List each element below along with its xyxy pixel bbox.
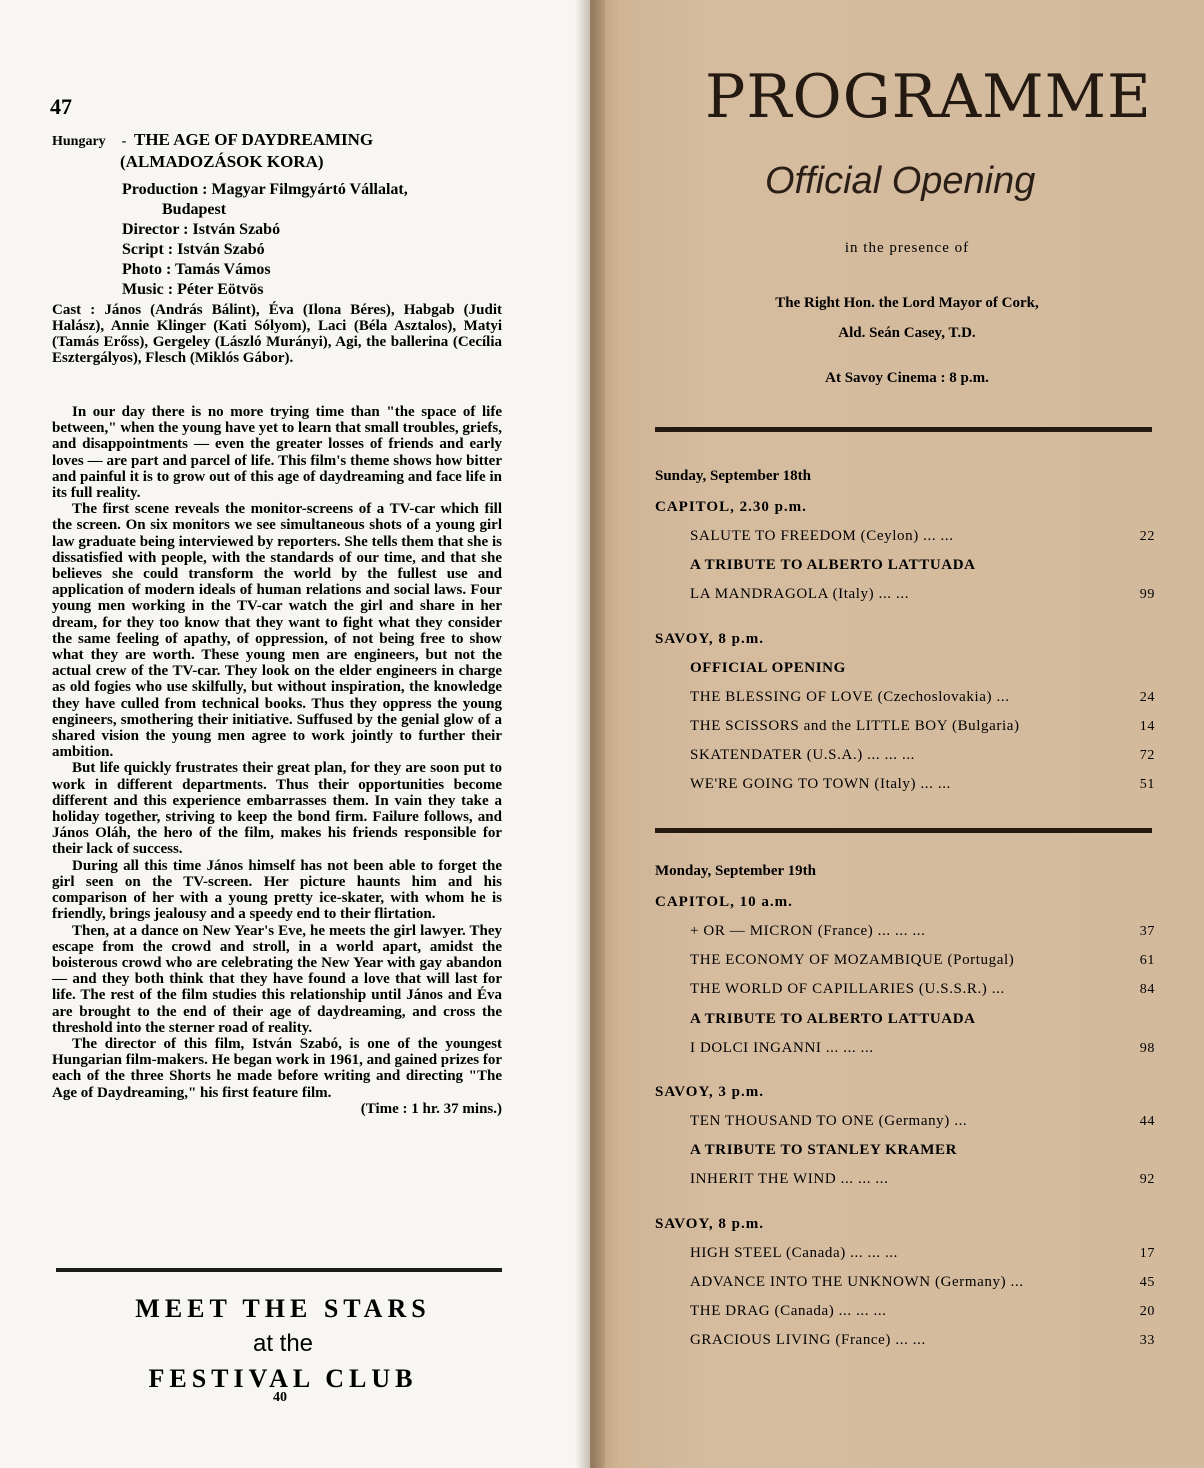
- programme-item: [655, 712, 1155, 741]
- item-page: 99: [1139, 587, 1155, 603]
- festival-club-promo: [56, 1294, 510, 1394]
- book-gutter: [575, 0, 605, 1468]
- session-venue: CAPITOL, 10 a.m.: [655, 894, 793, 910]
- item-title: THE BLESSING OF LOVE (Czechoslovakia) ...: [690, 688, 1010, 705]
- dignitary: [600, 288, 1204, 348]
- film-title: THE AGE OF DAYDREAMING: [134, 130, 374, 149]
- programme-item: [655, 741, 1155, 770]
- running-time: (Time : 1 hr. 37 mins.): [360, 1100, 502, 1117]
- synopsis-paragraph: The director of this film, István Szabó, is one of the youngest Hungarian film-makers. He began work in 1961, and gained prizes for each of the three Shorts he made before writing and directing "The Age of Daydreaming," his first feature film.: [52, 1035, 503, 1101]
- presence-line: in the presence of: [844, 240, 970, 256]
- official-opening-subheading: Official Opening: [765, 160, 1036, 202]
- item-title: THE SCISSORS and the LITTLE BOY (Bulgaria): [690, 717, 1020, 734]
- promo-line-2: at the: [252, 1330, 314, 1357]
- credit-director: Director : István Szabó: [122, 221, 281, 238]
- item-page: 72: [1139, 748, 1155, 764]
- programme-item: [655, 975, 1155, 1004]
- divider-rule: [655, 427, 1152, 432]
- day-heading: Monday, September 19th: [655, 863, 816, 879]
- programme-item: [655, 946, 1155, 975]
- item-title: THE WORLD OF CAPILLARIES (U.S.S.R.) ...: [690, 981, 1005, 998]
- item-page: 20: [1139, 1303, 1155, 1319]
- opening-venue: At Savoy Cinema : 8 p.m.: [825, 370, 989, 386]
- item-title: INHERIT THE WIND ... ... ...: [690, 1171, 889, 1188]
- item-title: THE ECONOMY OF MOZAMBIQUE (Portugal): [690, 952, 1015, 969]
- synopsis-paragraph: But life quickly frustrates their great plan, for they are soon put to work in different departments. Thus their opportunities become different and this experience embarrasses them. In vain they take a holiday together, striving to keep the bond firm. Failure follows, and János Oláh, the hero of the film, makes his friends responsible for their lack of success.: [52, 760, 502, 858]
- promo-line-3: FESTIVAL CLUB: [148, 1364, 418, 1393]
- item-page: 17: [1139, 1245, 1155, 1261]
- programme-item: [655, 683, 1155, 712]
- item-title: GRACIOUS LIVING (France) ... ...: [690, 1332, 926, 1349]
- day-heading: Sunday, September 18th: [655, 468, 812, 484]
- official-opening-label: [655, 654, 1155, 683]
- item-title: A TRIBUTE TO ALBERTO LATTUADA: [690, 1010, 976, 1027]
- session-venue: SAVOY, 8 p.m.: [655, 630, 764, 647]
- programme-item: [655, 1165, 1155, 1194]
- session-venue: SAVOY, 8 p.m.: [655, 1215, 764, 1232]
- item-title: SKATENDATER (U.S.A.) ... ... ...: [690, 747, 916, 764]
- film-credits: [122, 180, 522, 300]
- tribute-heading: [655, 551, 1155, 580]
- programme-item: [655, 1107, 1155, 1136]
- item-title: I DOLCI INGANNI ... ... ...: [690, 1039, 874, 1056]
- programme-item: [655, 917, 1155, 946]
- credit-script: Script : István Szabó: [122, 241, 265, 258]
- synopsis-paragraph: The first scene reveals the monitor-screens of a TV-car which fill the screen. On six monitors we see simultaneous shots of a young girl law graduate being interviewed by reporters. She tells them that she is dissatisfied with people, with the standards of our time, and that she believes she could transform the world by the fullest use and application of modern ideals of human relations and social laws. Four young men working in the TV-car watch the girl and share in her dream, for they too know that they want to fight what they consider the same feeling of apathy, of oppression, of not being free to show what they are worth. These young men are engineers, but not the actual crew of the TV-car. They look on the elder engineers in charge as old fogies who use skilfully, but without inspiration, the knowledge they have culled from technical books. Thus they oppress the young engineers, smothering their initiative. Suffused by the genial glow of a shared vision the young men agree to work jointly to further their ambition.: [52, 501, 502, 761]
- programme-item: [655, 1268, 1155, 1297]
- film-country: Hungary: [52, 134, 106, 149]
- promo-line-1: MEET THE STARS: [135, 1294, 431, 1323]
- item-title: SALUTE TO FREEDOM (Ceylon) ... ...: [690, 528, 954, 544]
- tribute-heading: [655, 1136, 1155, 1165]
- session-venue: SAVOY, 3 p.m.: [655, 1083, 764, 1100]
- item-page: 24: [1139, 689, 1155, 705]
- page-folio: 40: [273, 1390, 287, 1405]
- item-page: 84: [1139, 982, 1155, 998]
- film-number: 47: [50, 94, 72, 119]
- synopsis: [52, 404, 502, 1117]
- programme-item: [655, 522, 1155, 551]
- item-title: ADVANCE INTO THE UNKNOWN (Germany) ...: [690, 1273, 1024, 1290]
- item-title: A TRIBUTE TO STANLEY KRAMER: [690, 1142, 958, 1159]
- programme-item: [655, 580, 1155, 609]
- item-title: OFFICIAL OPENING: [690, 659, 846, 676]
- item-page: 33: [1139, 1333, 1155, 1349]
- cast-list: Cast : János (András Bálint), Éva (Ilona Béres), Habgab (Judit Halász), Annie Klinger (Kati Sólyom), Laci (Béla Asztalos), Matyi (Tamás Erőss), Gergeley (László Murányi), Agi, the ballerina (Cecília Esztergályos), Flesch (Miklós Gábor).: [52, 302, 502, 366]
- item-title: + OR — MICRON (France) ... ... ...: [690, 923, 926, 939]
- programme-item: [655, 1034, 1155, 1063]
- item-title: TEN THOUSAND TO ONE (Germany) ...: [690, 1112, 968, 1129]
- credit-music: Music : Péter Eötvös: [122, 281, 264, 298]
- item-title: THE DRAG (Canada) ... ... ...: [690, 1302, 887, 1319]
- item-page: 51: [1139, 777, 1155, 793]
- film-heading: [52, 130, 512, 172]
- item-page: 37: [1139, 924, 1155, 939]
- programme-item: [655, 1326, 1155, 1355]
- day-schedule-sunday: [655, 460, 1155, 800]
- film-separator: -: [121, 134, 127, 149]
- credit-production-city: Budapest: [162, 201, 227, 218]
- item-page: 98: [1139, 1040, 1155, 1056]
- day-schedule-monday: [655, 855, 1155, 1355]
- divider-rule: [56, 1268, 502, 1272]
- credit-production: Production : Magyar Filmgyártó Vállalat,: [122, 181, 408, 198]
- divider-rule: [655, 828, 1152, 833]
- item-title: A TRIBUTE TO ALBERTO LATTUADA: [690, 557, 976, 574]
- programme-heading: PROGRAMME: [705, 62, 1152, 132]
- item-page: 14: [1139, 718, 1155, 734]
- dignitary-line-1: The Right Hon. the Lord Mayor of Cork,: [775, 295, 1039, 311]
- item-page: 44: [1139, 1113, 1155, 1129]
- film-original-title: (ALMADOZÁSOK KORA): [120, 152, 324, 171]
- programme-item: [655, 1297, 1155, 1326]
- item-page: 22: [1139, 529, 1155, 544]
- item-page: 61: [1139, 953, 1155, 969]
- programme-item: [655, 1239, 1155, 1268]
- session-venue: CAPITOL, 2.30 p.m.: [655, 499, 807, 515]
- tribute-heading: [655, 1005, 1155, 1034]
- item-page: 92: [1139, 1172, 1155, 1188]
- synopsis-paragraph: In our day there is no more trying time than "the space of life between," when the young have yet to learn that small troubles, griefs, and disappointments — even the greater losses of friends and early loves — are part and parcel of life. This film's theme shows how bitter and painful it is to grow out of this age of daydreaming and face life in its full reality.: [52, 404, 502, 502]
- synopsis-paragraph: During all this time János himself has not been able to forget the girl seen on the TV-screen. Her picture haunts him and his comparison of her with a young pretty ice-skater, with whom he is friendly, brings jealousy and a speedy end to their flirtation.: [52, 857, 502, 923]
- item-page: 45: [1139, 1274, 1155, 1290]
- item-title: HIGH STEEL (Canada) ... ... ...: [690, 1244, 898, 1261]
- synopsis-paragraph: Then, at a dance on New Year's Eve, he meets the girl lawyer. They escape from the crowd and stroll, in a world apart, amidst the boisterous crowd who are celebrating the New Year with gay abandon — and they both think that they have found a love that will last for life. The rest of the film studies this relationship until János and Éva are brought to the end of their age of daydreaming, and cross the threshold into the sterner road of reality.: [52, 922, 502, 1036]
- credit-photo: Photo : Tamás Vámos: [122, 261, 271, 278]
- item-title: LA MANDRAGOLA (Italy) ... ...: [690, 586, 910, 603]
- dignitary-line-2: Ald. Seán Casey, T.D.: [838, 325, 976, 341]
- item-title: WE'RE GOING TO TOWN (Italy) ... ...: [690, 776, 951, 793]
- programme-item: [655, 770, 1155, 799]
